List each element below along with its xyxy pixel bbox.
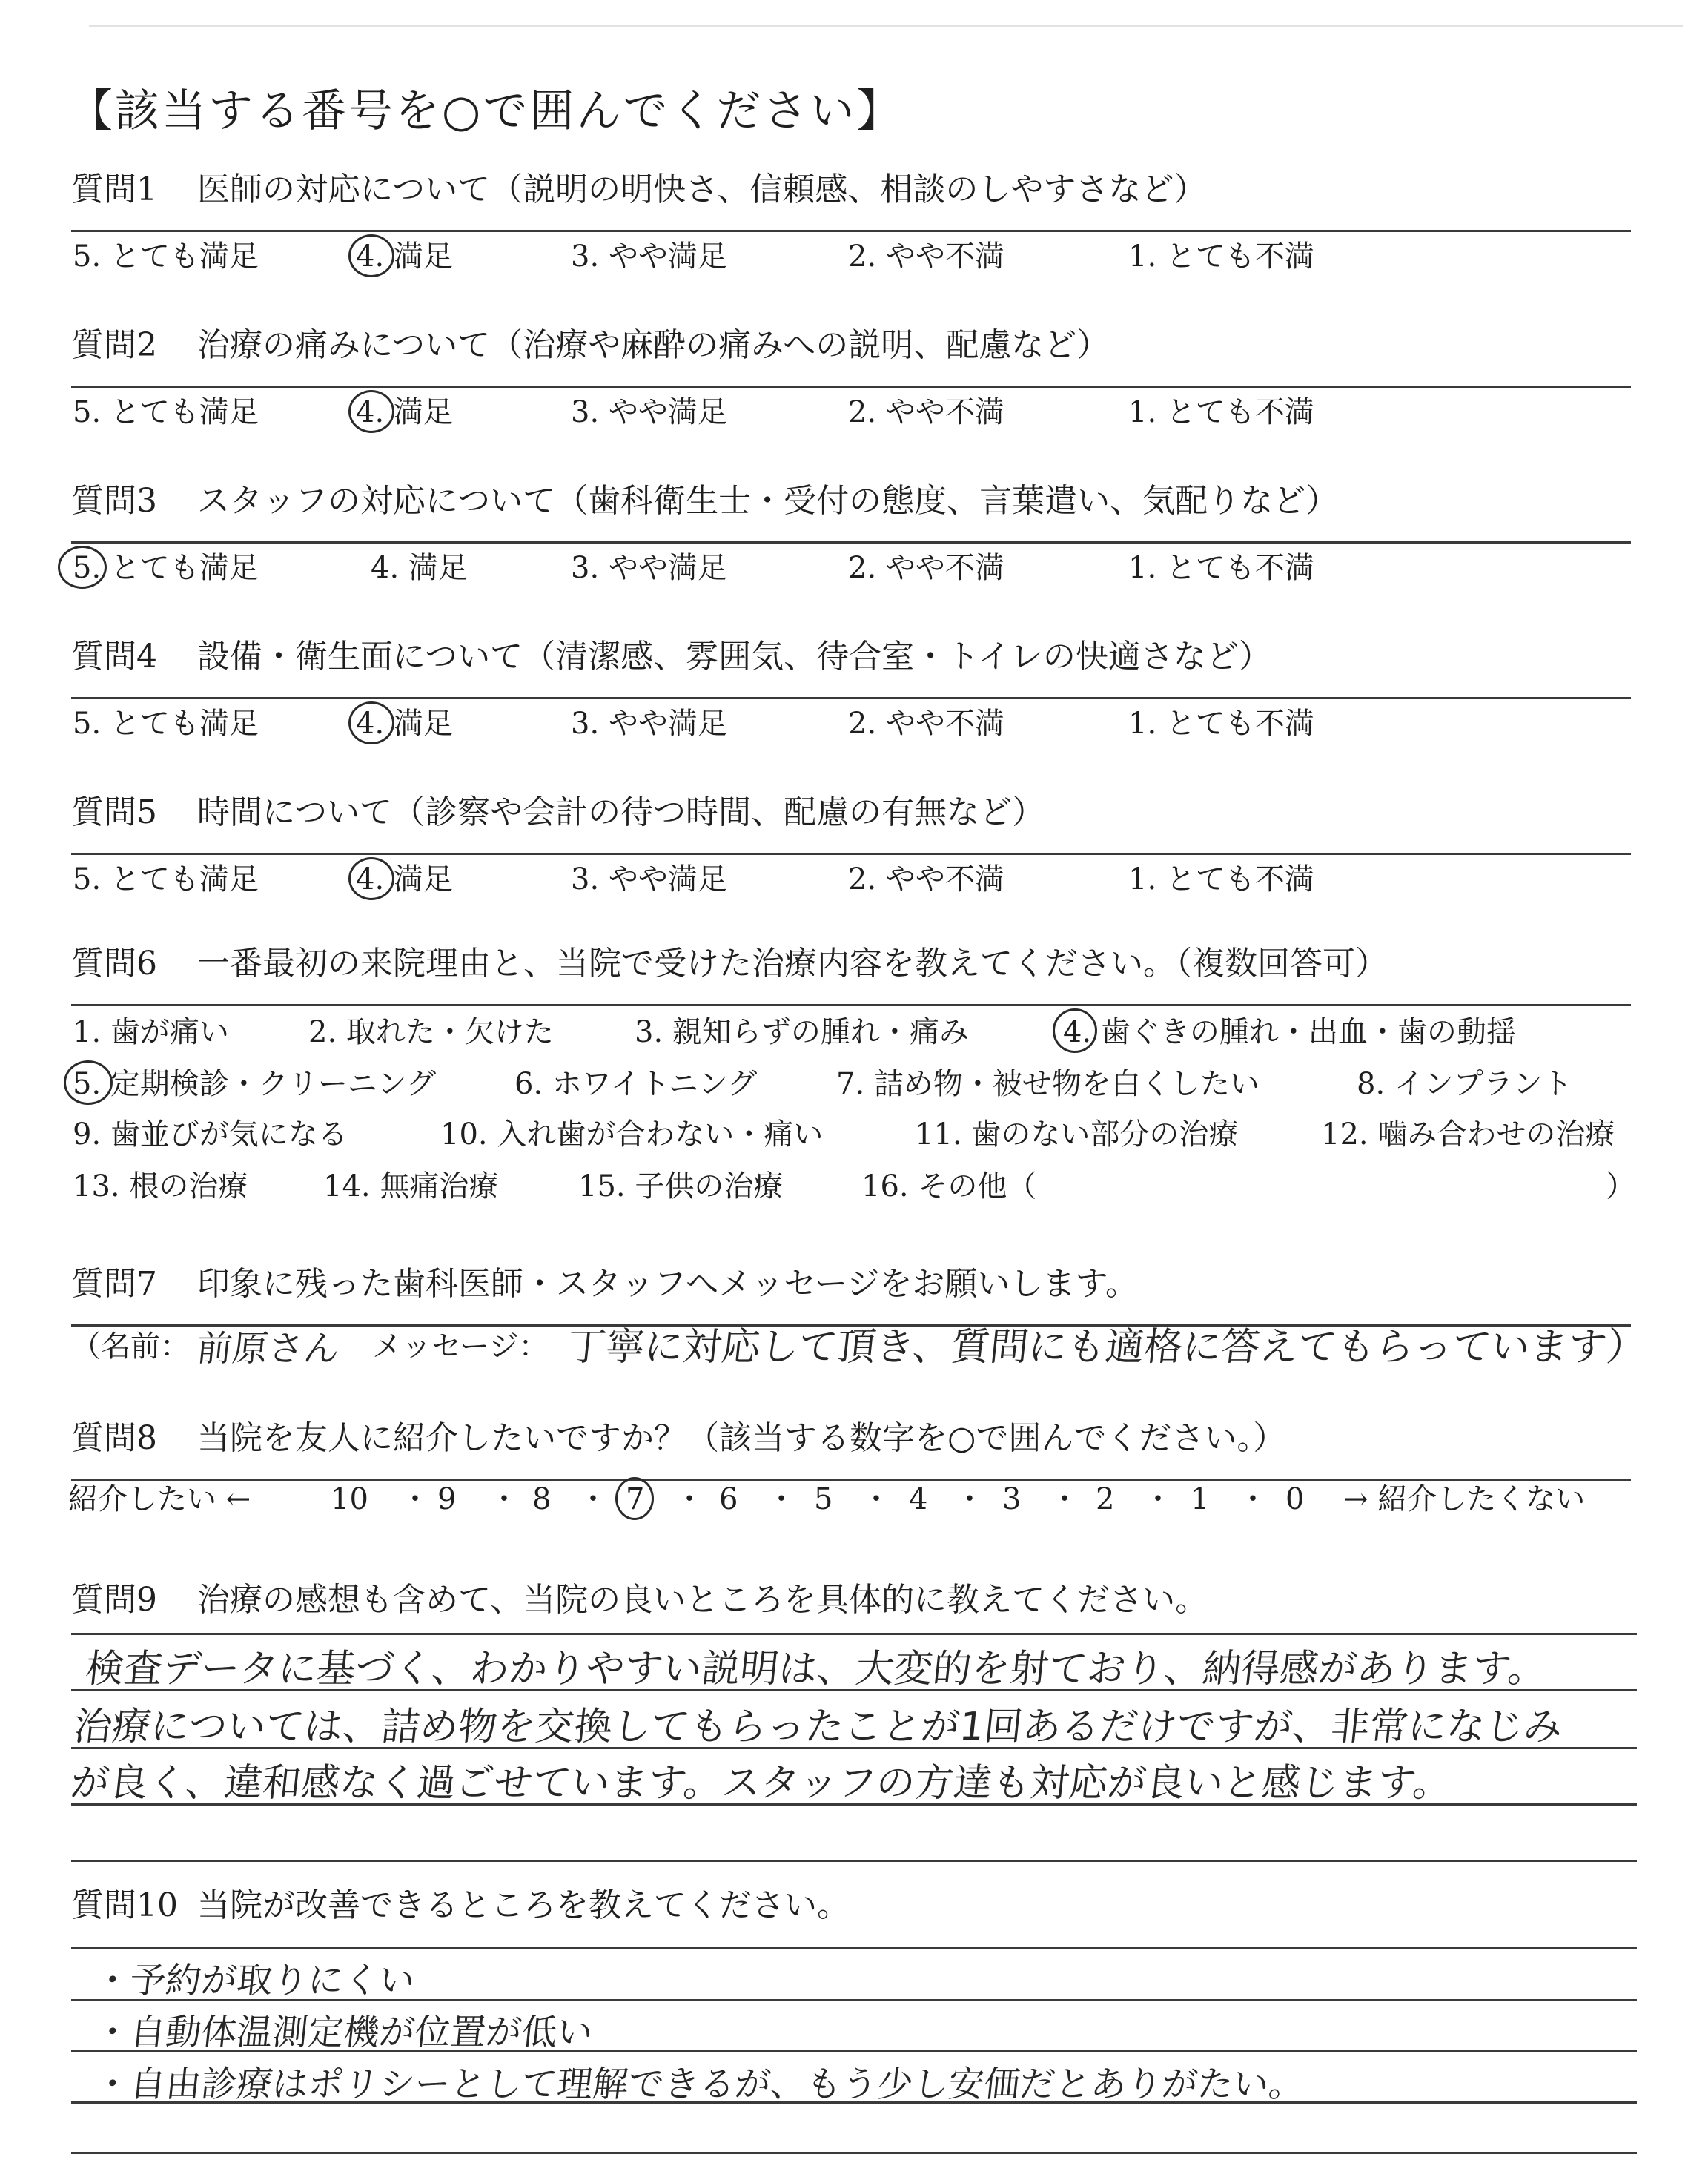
scale-8[interactable]: 8	[532, 1482, 552, 1516]
option-3[interactable]: 3. やや満足	[571, 862, 727, 896]
question-number: 質問9	[71, 1581, 157, 1619]
q10-answer-line-2: ・自動体温測定機が位置が低い	[92, 2012, 595, 2053]
question-10-header	[71, 1883, 1631, 1946]
question-text: 当院を友人に紹介したいですか？（該当する数字を○で囲んでください。）	[197, 1419, 1286, 1457]
option-5[interactable]: 5. とても満足	[73, 707, 259, 741]
option-9[interactable]: 9. 歯並びが気になる	[73, 1117, 348, 1152]
option-5[interactable]: 5. とても満足	[73, 240, 259, 274]
scale-7[interactable]: 7	[626, 1482, 645, 1516]
question-text: 治療の感想も含めて、当院の良いところを具体的に教えてください。	[197, 1581, 1208, 1619]
question-number: 質問6	[71, 945, 157, 982]
option-2[interactable]: 2. やや不満	[848, 551, 1004, 585]
question-1-options	[73, 236, 1637, 277]
option-16[interactable]: 16. その他（	[861, 1169, 1037, 1203]
question-text: 当院が改善できるところを教えてください。	[197, 1886, 850, 1924]
option-3[interactable]: 3. やや満足	[571, 551, 727, 585]
option-3[interactable]: 3. やや満足	[571, 707, 727, 741]
question-8-header	[71, 1416, 1631, 1481]
option-2[interactable]: 2. やや不満	[848, 707, 1004, 741]
question-number: 質問7	[71, 1265, 157, 1303]
option-6[interactable]: 6. ホワイトニング	[514, 1067, 758, 1101]
question-text: 時間について（診察や会計の待つ時間、配慮の有無など）	[197, 793, 1045, 831]
answer-circle	[348, 857, 394, 900]
q10-answer-line-1: ・予約が取りにくい	[92, 1960, 417, 2001]
question-6-header	[71, 942, 1631, 1006]
option-1[interactable]: 1. とても不満	[1128, 395, 1314, 429]
option-14[interactable]: 14. 無痛治療	[323, 1169, 499, 1203]
question-5-header	[71, 790, 1631, 855]
question-number: 質問2	[71, 326, 157, 364]
option-2[interactable]: 2. やや不満	[848, 395, 1004, 429]
question-number: 質問3	[71, 482, 157, 520]
question-number: 質問8	[71, 1419, 157, 1457]
option-5[interactable]: 5. 定期検診・クリーニング	[73, 1067, 437, 1101]
name-handwritten: 前原さん	[194, 1328, 342, 1370]
question-2-options	[73, 392, 1637, 433]
answer-circle	[615, 1477, 654, 1520]
question-number: 質問5	[71, 793, 157, 831]
option-3[interactable]: 3. やや満足	[571, 395, 727, 429]
referral-scale: 紹介したい ← 10 ・ 9 ・ 8 ・ 7 ・ 6 ・ 5 ・ 4 ・ 3 ・ 2 ・ 1 ・ 0 → 紹介したくない	[68, 1479, 1632, 1520]
q9-answer-line-3: が良く、違和感なく過ごせています。スタッフの方達も対応が良いと感じます。	[68, 1761, 1454, 1806]
scale-6[interactable]: 6	[719, 1482, 738, 1516]
scale-right-label: → 紹介したくない	[1343, 1482, 1586, 1516]
option-3[interactable]: 3. 親知らずの腫れ・痛み	[635, 1015, 969, 1049]
answer-circle	[348, 234, 394, 277]
option-5[interactable]: 5. とても満足	[73, 395, 259, 429]
option-8[interactable]: 8. インプラント	[1357, 1067, 1572, 1101]
option-4[interactable]: 4. 満足	[356, 862, 453, 896]
option-4[interactable]: 4. 満足	[356, 707, 453, 741]
question-6-options-row-2	[73, 1063, 1637, 1105]
message-label: メッセージ：	[372, 1330, 549, 1364]
question-9-header	[71, 1578, 1631, 1640]
answer-circle	[64, 1060, 113, 1105]
question-text: 印象に残った歯科医師・スタッフへメッセージをお願いします。	[197, 1265, 1138, 1303]
answer-circle	[1053, 1008, 1097, 1053]
q10-answer-line-3: ・自由診療はポリシーとして理解できるが、もう少し安価だとありがたい。	[92, 2064, 1307, 2105]
scale-10[interactable]: 10	[331, 1482, 368, 1516]
answer-line	[71, 1633, 1637, 1635]
option-11[interactable]: 11. 歯のない部分の治療	[915, 1117, 1239, 1152]
answer-circle	[58, 546, 107, 589]
answer-line	[71, 2152, 1637, 2154]
message-handwritten: 丁寧に対応して頂き、質問にも適格に答えてもらっています）	[565, 1325, 1648, 1370]
q9-answer-line-2: 治療については、詰め物を交換してもらったことが1回あるだけですが、非常になじみ	[71, 1705, 1565, 1749]
option-1[interactable]: 1. とても不満	[1128, 240, 1314, 274]
question-text: 医師の対応について（説明の明快さ、信頼感、相談のしやすさなど）	[197, 171, 1207, 208]
question-3-header	[71, 479, 1631, 544]
option-5[interactable]: 5. とても満足	[73, 551, 259, 585]
question-6-options-row-1	[73, 1011, 1637, 1053]
option-12[interactable]: 12. 噛み合わせの治療	[1321, 1117, 1615, 1152]
option-4[interactable]: 4. 満足	[356, 240, 453, 274]
page-title: 【該当する番号を○で囲んでください】	[68, 85, 904, 137]
option-1[interactable]: 1. とても不満	[1128, 862, 1314, 896]
top-border	[89, 25, 1683, 27]
option-3[interactable]: 3. やや満足	[571, 240, 727, 274]
question-text: 一番最初の来院理由と、当院で受けた治療内容を教えてください。（複数回答可）	[197, 945, 1388, 982]
q9-answer-line-1: 検査データに基づく、わかりやすい説明は、大変的を射ており、納得感があります。	[83, 1647, 1549, 1691]
scale-4[interactable]: 4	[909, 1482, 928, 1516]
question-number: 質問10	[71, 1886, 178, 1924]
question-text: 治療の痛みについて（治療や麻酔の痛みへの説明、配慮など）	[197, 326, 1110, 364]
option-4[interactable]: 4. 歯ぐきの腫れ・出血・歯の動揺	[1063, 1015, 1516, 1049]
question-2-header	[71, 323, 1631, 388]
scale-1[interactable]: 1	[1191, 1482, 1210, 1516]
answer-line	[71, 1860, 1637, 1862]
option-10[interactable]: 10. 入れ歯が合わない・痛い	[440, 1117, 824, 1152]
name-label: （名前：	[71, 1330, 190, 1364]
option-1[interactable]: 1. 歯が痛い	[73, 1015, 229, 1049]
scale-left-label: 紹介したい ←	[68, 1482, 251, 1516]
option-2[interactable]: 2. やや不満	[848, 240, 1004, 274]
scale-2[interactable]: 2	[1096, 1482, 1115, 1516]
question-6-options-row-3	[73, 1114, 1637, 1155]
question-number: 質問4	[71, 638, 157, 676]
question-text: スタッフの対応について（歯科衛生士・受付の態度、言葉遣い、気配りなど）	[197, 482, 1339, 520]
option-7[interactable]: 7. 詰め物・被せ物を白くしたい	[836, 1067, 1260, 1101]
option-4[interactable]: 4. 満足	[356, 395, 453, 429]
option-15[interactable]: 15. 子供の治療	[578, 1169, 784, 1203]
question-4-options	[73, 703, 1637, 744]
scale-3[interactable]: 3	[1002, 1482, 1022, 1516]
option-1[interactable]: 1. とても不満	[1128, 551, 1314, 585]
scale-9[interactable]: 9	[437, 1482, 457, 1516]
option-2[interactable]: 2. 取れた・欠けた	[308, 1015, 554, 1049]
question-3-options	[73, 547, 1637, 589]
other-close-paren: ）	[1606, 1169, 1635, 1203]
question-1-header	[71, 168, 1631, 232]
option-1[interactable]: 1. とても不満	[1128, 707, 1314, 741]
question-4-header	[71, 635, 1631, 699]
option-4[interactable]: 4. 満足	[371, 551, 468, 585]
answer-circle	[348, 701, 394, 744]
answer-circle	[348, 390, 394, 433]
option-13[interactable]: 13. 根の治療	[73, 1169, 248, 1203]
question-5-options	[73, 859, 1637, 900]
answer-line	[71, 1947, 1637, 1949]
option-5[interactable]: 5. とても満足	[73, 862, 259, 896]
question-6-options-row-4	[73, 1166, 1637, 1207]
scale-5[interactable]: 5	[814, 1482, 833, 1516]
scale-0[interactable]: 0	[1285, 1482, 1305, 1516]
question-number: 質問1	[71, 171, 157, 208]
question-text: 設備・衛生面について（清潔感、雰囲気、待合室・トイレの快適さなど）	[197, 638, 1271, 676]
option-2[interactable]: 2. やや不満	[848, 862, 1004, 896]
